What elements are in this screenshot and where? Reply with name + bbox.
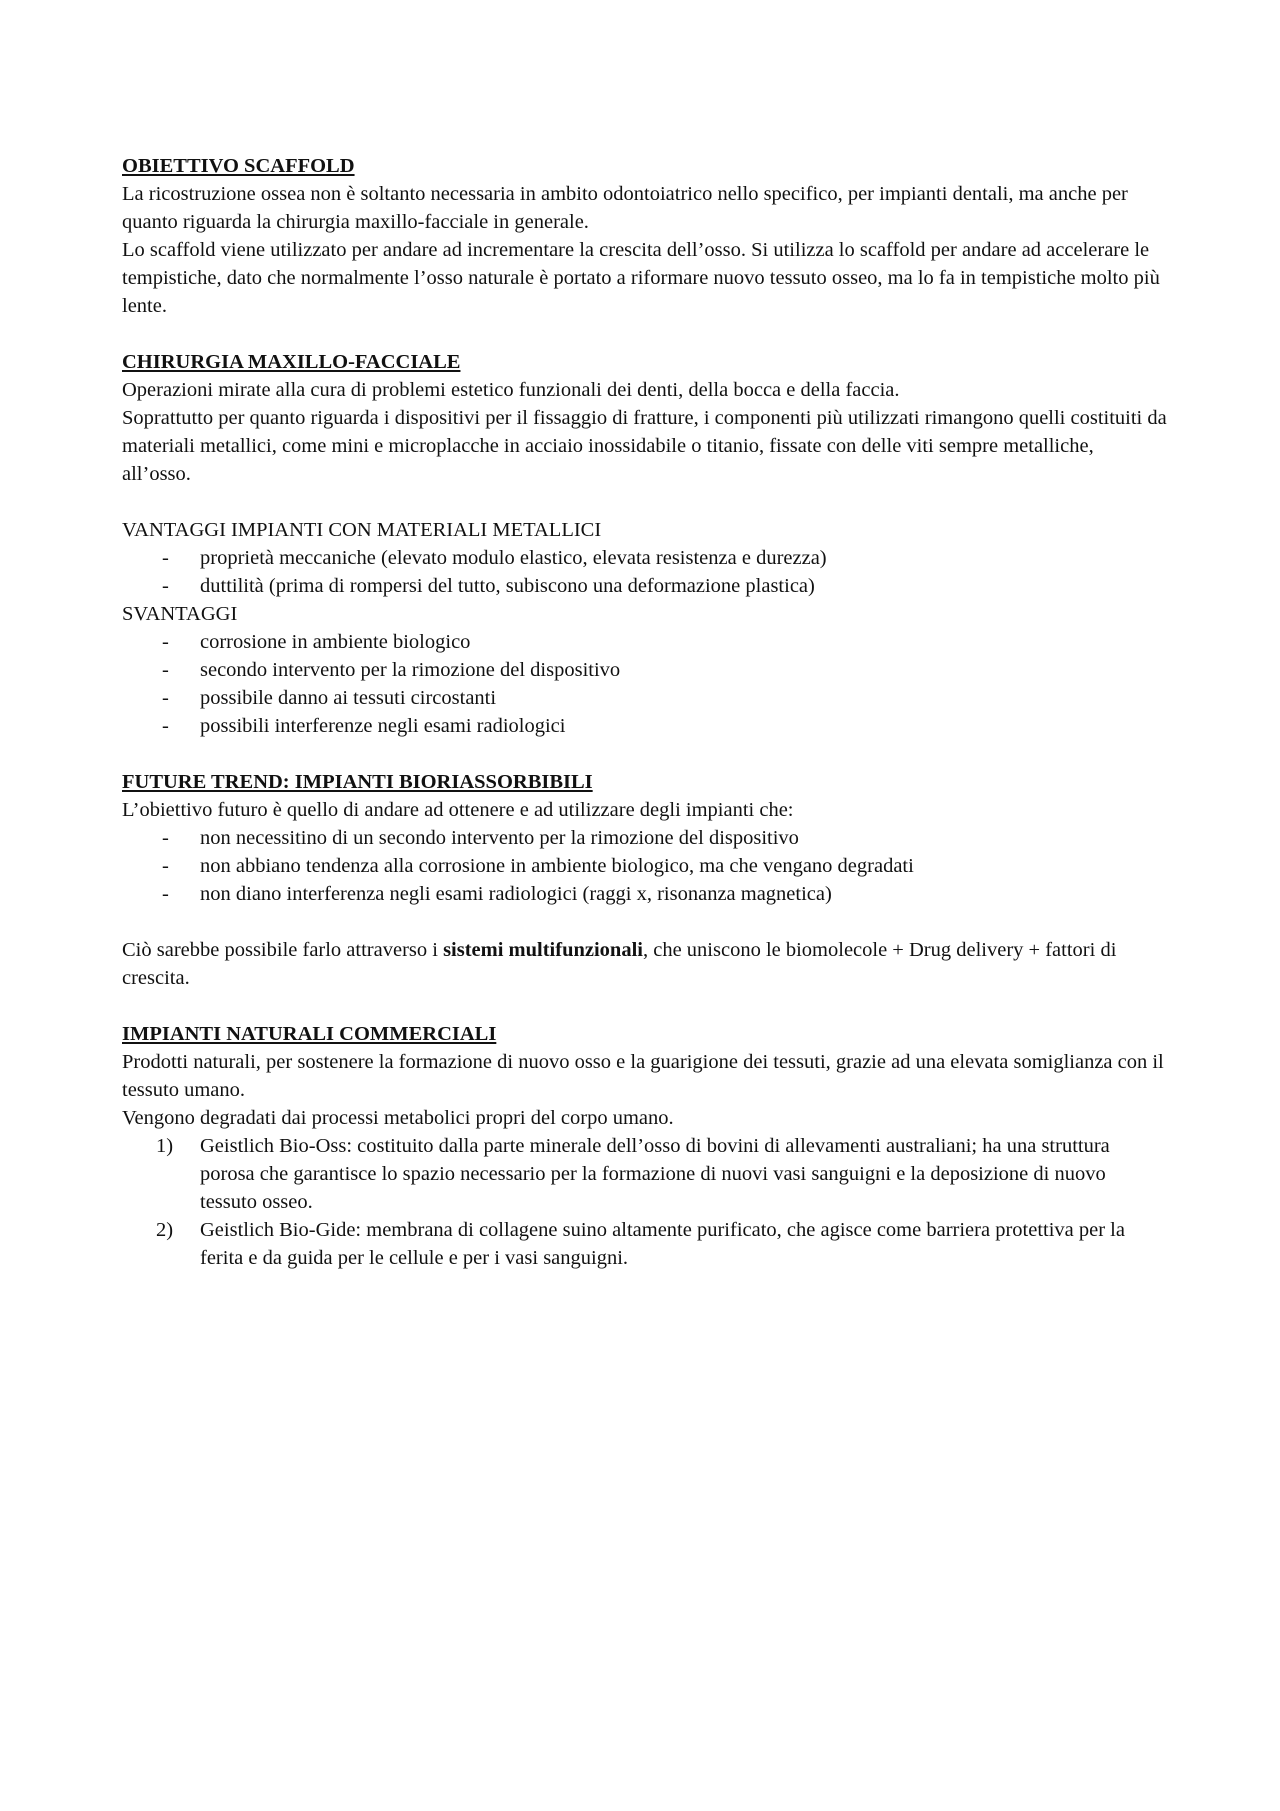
list-item xyxy=(122,572,1167,600)
list-item xyxy=(122,656,1167,684)
spacer xyxy=(122,320,1167,348)
paragraph: Vengono degradati dai processi metabolici propri del corpo umano. xyxy=(122,1107,674,1129)
dash-marker: - xyxy=(162,575,169,597)
list-item-text: possibile danno ai tessuti circostanti xyxy=(200,687,497,709)
future-trend-list xyxy=(122,824,1167,908)
list-item xyxy=(122,684,1167,712)
dash-marker: - xyxy=(162,855,169,877)
paragraph-text: , che uniscono le biomolecole + Drug delivery + fattori di crescita. xyxy=(122,939,1117,989)
dash-marker: - xyxy=(162,827,169,849)
list-item-text: corrosione in ambiente biologico xyxy=(200,631,471,653)
document-page xyxy=(122,152,1167,1272)
section-heading-obiettivo-scaffold: OBIETTIVO SCAFFOLD xyxy=(122,155,355,177)
vantaggi-list xyxy=(122,544,1167,600)
dash-marker: - xyxy=(162,547,169,569)
paragraph: La ricostruzione ossea non è soltanto necessaria in ambito odontoiatrico nello specifico, per impianti dentali, ma anche per quanto riguarda la chirurgia maxillo-facciale in generale. xyxy=(122,183,1128,233)
spacer xyxy=(122,740,1167,768)
list-item xyxy=(122,824,1167,852)
list-item xyxy=(122,880,1167,908)
list-item xyxy=(122,1216,1167,1272)
paragraph: Prodotti naturali, per sostenere la formazione di nuovo osso e la guarigione dei tessuti, grazie ad una elevata somiglianza con il tessuto umano. xyxy=(122,1051,1164,1101)
svantaggi-list xyxy=(122,628,1167,740)
list-item xyxy=(122,544,1167,572)
list-item-text: non abbiano tendenza alla corrosione in ambiente biologico, ma che vengano degradati xyxy=(200,855,914,877)
list-item-text: proprietà meccaniche (elevato modulo elastico, elevata resistenza e durezza) xyxy=(200,547,827,569)
numbered-list xyxy=(122,1132,1167,1272)
list-item-text: duttilità (prima di rompersi del tutto, subiscono una deformazione plastica) xyxy=(200,575,815,597)
paragraph: Lo scaffold viene utilizzato per andare ad incrementare la crescita dell’osso. Si utilizza lo scaffold per andare ad accelerare le tempistiche, dato che normalmente l’osso naturale è portato a riformare nuovo tessuto osseo, ma lo fa in tempistiche molto più lente. xyxy=(122,239,1160,317)
list-item-text: Geistlich Bio-Oss: costituito dalla parte minerale dell’osso di bovini di allevamenti australiani; ha una struttura porosa che garantisce lo spazio necessario per la formazione di nuovi vasi sanguigni e la deposizione di nuovo tessuto osseo. xyxy=(200,1135,1110,1213)
list-item-text: non necessitino di un secondo intervento per la rimozione del dispositivo xyxy=(200,827,799,849)
subheading-vantaggi: VANTAGGI IMPIANTI CON MATERIALI METALLICI xyxy=(122,519,602,541)
number-marker: 1) xyxy=(156,1135,174,1157)
dash-marker: - xyxy=(162,715,169,737)
dash-marker: - xyxy=(162,659,169,681)
number-marker: 2) xyxy=(156,1219,174,1241)
list-item-text: possibili interferenze negli esami radiologici xyxy=(200,715,566,737)
dash-marker: - xyxy=(162,631,169,653)
paragraph-sistemi-multifunzionali xyxy=(122,936,1167,992)
section-heading-chirurgia-maxillo-facciale: CHIRURGIA MAXILLO-FACCIALE xyxy=(122,351,461,373)
section-heading-impianti-naturali: IMPIANTI NATURALI COMMERCIALI xyxy=(122,1023,497,1045)
dash-marker: - xyxy=(162,687,169,709)
subheading-svantaggi: SVANTAGGI xyxy=(122,603,238,625)
paragraph: Soprattutto per quanto riguarda i dispositivi per il fissaggio di fratture, i componenti più utilizzati rimangono quelli costituiti da materiali metallici, come mini e microplacche in acciaio inossidabile o titanio, fissate con delle viti sempre metalliche, all’osso. xyxy=(122,407,1167,485)
list-item xyxy=(122,1132,1167,1216)
paragraph: Operazioni mirate alla cura di problemi estetico funzionali dei denti, della bocca e della faccia. xyxy=(122,379,900,401)
spacer xyxy=(122,908,1167,936)
bold-term: sistemi multifunzionali xyxy=(443,939,643,961)
list-item xyxy=(122,628,1167,656)
list-item-text: non diano interferenza negli esami radiologici (raggi x, risonanza magnetica) xyxy=(200,883,832,905)
list-item xyxy=(122,712,1167,740)
paragraph: L’obiettivo futuro è quello di andare ad ottenere e ad utilizzare degli impianti che: xyxy=(122,799,794,821)
dash-marker: - xyxy=(162,883,169,905)
section-heading-future-trend: FUTURE TREND: IMPIANTI BIORIASSORBIBILI xyxy=(122,771,593,793)
list-item xyxy=(122,852,1167,880)
list-item-text: Geistlich Bio-Gide: membrana di collagene suino altamente purificato, che agisce come barriera protettiva per la ferita e da guida per le cellule e per i vasi sanguigni. xyxy=(200,1219,1125,1269)
list-item-text: secondo intervento per la rimozione del dispositivo xyxy=(200,659,621,681)
paragraph-text: Ciò sarebbe possibile farlo attraverso i xyxy=(122,939,444,961)
spacer xyxy=(122,992,1167,1020)
spacer xyxy=(122,488,1167,516)
